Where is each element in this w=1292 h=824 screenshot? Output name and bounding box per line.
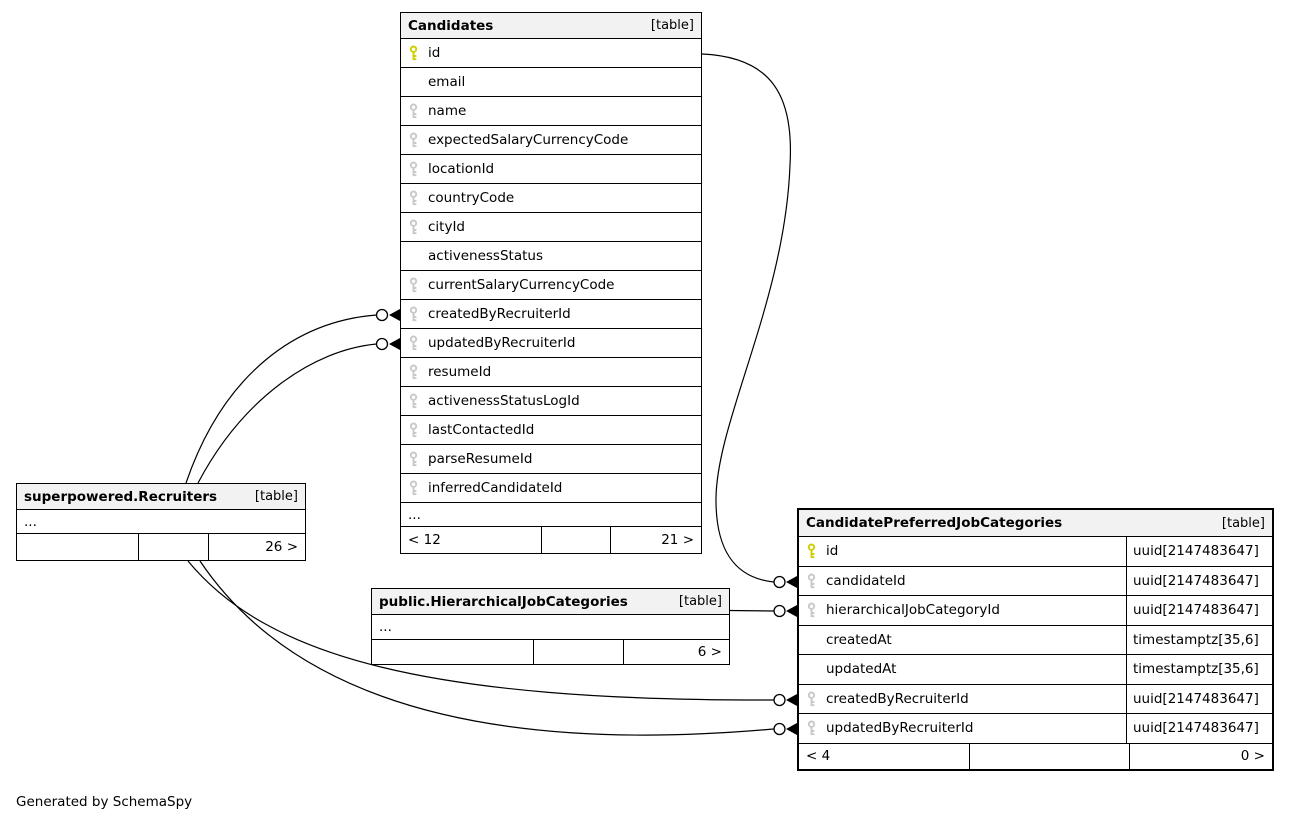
table-hierarchical-job-categories[interactable]	[371, 588, 730, 665]
fk-connector	[377, 309, 401, 321]
column-row	[401, 445, 701, 474]
table-header[interactable]	[17, 484, 305, 510]
foreign-key-icon	[806, 602, 818, 618]
footer-right: 6 >	[697, 644, 722, 660]
footer-left	[372, 640, 534, 664]
foreign-key-icon	[408, 277, 420, 293]
ellipsis-row: ...	[401, 503, 701, 527]
table-footer	[17, 534, 305, 560]
table-header[interactable]	[401, 13, 701, 39]
arrowhead-icon	[389, 309, 400, 321]
footer-left: < 4	[799, 744, 970, 769]
foreign-key-icon	[408, 393, 420, 409]
column-row	[401, 97, 701, 126]
primary-key-icon	[408, 45, 420, 61]
foreign-key-icon	[408, 364, 420, 380]
column-row	[799, 714, 1272, 744]
table-title: public.HierarchicalJobCategories	[379, 593, 628, 610]
arrowhead-icon	[786, 694, 797, 706]
footer-right: 21 >	[661, 532, 694, 548]
table-footer	[372, 640, 729, 664]
foreign-key-icon	[408, 422, 420, 438]
column-row	[401, 387, 701, 416]
column-name: email	[428, 74, 466, 90]
footer-middle	[542, 527, 611, 553]
foreign-key-icon	[408, 306, 420, 322]
column-row	[799, 596, 1272, 626]
fk-connector	[774, 694, 797, 706]
table-tag: [table]	[650, 18, 694, 33]
circle-terminator-icon	[774, 724, 785, 735]
circle-terminator-icon	[377, 310, 388, 321]
footer-middle	[970, 744, 1130, 769]
column-row	[401, 242, 701, 271]
column-name: parseResumeId	[428, 451, 533, 467]
circle-terminator-icon	[774, 695, 785, 706]
column-row	[401, 358, 701, 387]
arrowhead-icon	[786, 723, 797, 735]
circle-terminator-icon	[774, 606, 785, 617]
arrowhead-icon	[786, 576, 797, 588]
relationship-line	[730, 611, 774, 612]
circle-terminator-icon	[774, 577, 785, 588]
fk-connector	[377, 338, 401, 350]
foreign-key-icon	[806, 691, 818, 707]
footer-right: 26 >	[265, 539, 298, 555]
column-type: uuid[2147483647]	[1126, 714, 1272, 743]
column-row	[401, 155, 701, 184]
column-name: createdAt	[826, 631, 892, 648]
column-row	[401, 68, 701, 97]
column-name: name	[428, 103, 467, 119]
column-name: locationId	[428, 161, 495, 177]
table-candidates[interactable]	[400, 12, 702, 554]
footer-middle	[534, 640, 624, 664]
fk-connector	[774, 723, 797, 735]
fk-connector	[774, 605, 797, 617]
table-title: Candidates	[408, 17, 494, 34]
column-type: timestamptz[35,6]	[1126, 655, 1272, 684]
table-tag: [table]	[678, 594, 722, 609]
column-row	[401, 300, 701, 329]
column-row	[401, 416, 701, 445]
column-type: uuid[2147483647]	[1126, 596, 1272, 625]
foreign-key-icon	[408, 103, 420, 119]
column-row	[401, 271, 701, 300]
column-type: uuid[2147483647]	[1126, 567, 1272, 596]
ellipsis-row: ...	[17, 510, 305, 534]
column-row	[799, 567, 1272, 597]
foreign-key-icon	[408, 219, 420, 235]
table-tag: [table]	[1221, 515, 1265, 531]
column-row	[799, 537, 1272, 567]
foreign-key-icon	[806, 573, 818, 589]
circle-terminator-icon	[377, 339, 388, 350]
relationship-line	[186, 315, 377, 483]
foreign-key-icon	[408, 480, 420, 496]
column-row	[799, 685, 1272, 715]
column-name: activenessStatus	[428, 248, 543, 264]
column-name: expectedSalaryCurrencyCode	[428, 132, 629, 148]
column-name: updatedByRecruiterId	[826, 720, 974, 737]
column-name: id	[826, 543, 839, 560]
footer-right: 0 >	[1240, 748, 1265, 764]
table-footer	[401, 527, 701, 553]
column-type: uuid[2147483647]	[1126, 537, 1272, 566]
foreign-key-icon	[408, 190, 420, 206]
table-title: superpowered.Recruiters	[24, 488, 218, 505]
foreign-key-icon	[408, 132, 420, 148]
column-row	[799, 655, 1272, 685]
fk-connector	[774, 576, 797, 588]
column-name: candidateId	[826, 572, 906, 589]
column-name: activenessStatusLogId	[428, 393, 580, 409]
footer-middle	[139, 534, 209, 560]
column-row	[401, 213, 701, 242]
primary-key-icon	[806, 543, 818, 559]
column-name: countryCode	[428, 190, 515, 206]
table-header[interactable]	[799, 510, 1272, 537]
column-row	[401, 474, 701, 503]
column-name: createdByRecruiterId	[428, 306, 571, 322]
column-name: inferredCandidateId	[428, 480, 563, 496]
table-tag: [table]	[254, 489, 298, 504]
column-name: createdByRecruiterId	[826, 690, 969, 707]
column-row	[401, 39, 701, 68]
column-name: lastContactedId	[428, 422, 535, 438]
column-name: resumeId	[428, 364, 492, 380]
relationship-line	[198, 344, 377, 483]
footer-left: < 12	[401, 527, 542, 553]
arrowhead-icon	[786, 605, 797, 617]
column-name: updatedAt	[826, 661, 897, 678]
column-name: updatedByRecruiterId	[428, 335, 576, 351]
column-type: timestamptz[35,6]	[1126, 626, 1272, 655]
column-name: cityId	[428, 219, 466, 235]
column-type: uuid[2147483647]	[1126, 685, 1272, 714]
column-name: currentSalaryCurrencyCode	[428, 277, 615, 293]
table-recruiters[interactable]	[16, 483, 306, 561]
table-footer	[799, 744, 1272, 769]
foreign-key-icon	[806, 720, 818, 736]
generated-by-text: Generated by SchemaSpy	[16, 794, 193, 810]
table-title: CandidatePreferredJobCategories	[806, 515, 1063, 531]
column-name: id	[428, 45, 441, 61]
foreign-key-icon	[408, 161, 420, 177]
footer-left	[17, 534, 139, 560]
ellipsis-row: ...	[372, 615, 729, 640]
relationship-line	[702, 54, 790, 582]
foreign-key-icon	[408, 335, 420, 351]
column-row	[401, 126, 701, 155]
column-row	[799, 626, 1272, 656]
table-header[interactable]	[372, 589, 729, 615]
arrowhead-icon	[389, 338, 400, 350]
column-row	[401, 329, 701, 358]
foreign-key-icon	[408, 451, 420, 467]
column-row	[401, 184, 701, 213]
column-name: hierarchicalJobCategoryId	[826, 602, 1000, 619]
table-candidate-preferred-job-categories[interactable]	[797, 508, 1274, 771]
